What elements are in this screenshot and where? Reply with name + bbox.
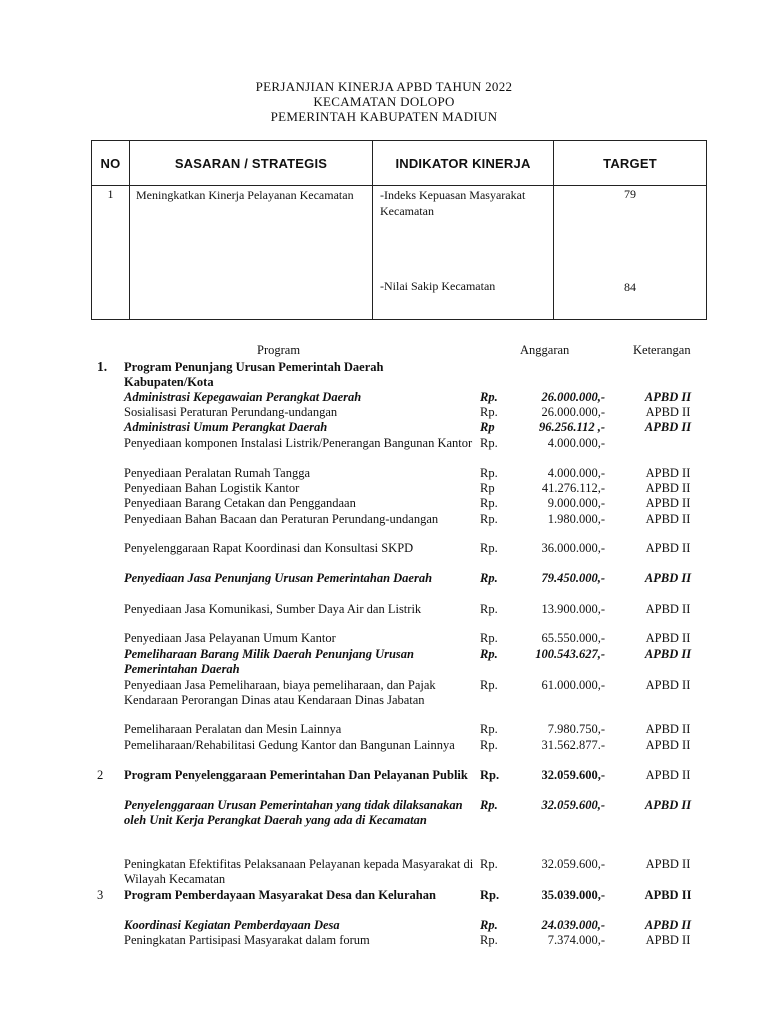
cell-no: 1 (92, 186, 130, 320)
budget-amount: 32.059.600,- (541, 768, 605, 782)
funding-source: APBD II (645, 541, 691, 555)
currency-prefix: Rp. (480, 405, 498, 419)
funding-source: APBD II (645, 631, 691, 645)
currency-prefix: Rp. (480, 738, 498, 752)
program-label: Pemeliharaan Peralatan dan Mesin Lainnya (124, 722, 342, 736)
budget-amount: 4.000.000,- (547, 436, 605, 450)
budget-amount: 1.980.000,- (547, 512, 605, 526)
funding-source: APBD II (645, 722, 691, 736)
currency-prefix: Rp. (480, 647, 498, 661)
program-label: Penyediaan Jasa Pelayanan Umum Kantor (124, 631, 336, 645)
program-label: Koordinasi Kegiatan Pemberdayaan Desa (124, 918, 340, 932)
currency-prefix: Rp. (480, 918, 498, 932)
cell-indikator (373, 186, 554, 320)
budget-amount: 41.276.112,- (541, 481, 605, 495)
funding-source: APBD II (644, 571, 692, 585)
funding-source: APBD II (645, 678, 691, 692)
program-label: Administrasi Umum Perangkat Daerah (124, 420, 328, 434)
budget-amount: 7.374.000,- (547, 933, 605, 947)
budget-amount: 31.562.877.- (541, 738, 605, 752)
col-header-keterangan: Keterangan (633, 343, 691, 357)
program-label: Peningkatan Efektifitas Pelaksanaan Pelayanan kepada Masyarakat di Wilayah Kecamatan (124, 857, 474, 886)
doc-subtitle-pemerintah: PEMERINTAH KABUPATEN MADIUN (270, 109, 498, 124)
target-2: 84 (624, 280, 636, 294)
funding-source: APBD II (645, 768, 691, 782)
funding-source: APBD II (645, 481, 691, 495)
currency-prefix: Rp. (480, 602, 498, 616)
currency-prefix: Rp. (480, 571, 498, 585)
table-row (92, 186, 707, 320)
currency-prefix: Rp (480, 420, 495, 434)
cell-target (554, 186, 707, 320)
funding-source: APBD II (644, 888, 692, 902)
currency-prefix: Rp. (480, 436, 498, 450)
doc-subtitle-kecamatan: KECAMATAN DOLOPO (313, 94, 455, 109)
program-label: Penyediaan Jasa Pemeliharaan, biaya pemeliharaan, dan Pajak Kendaraan Perorangan Dinas atau Kendaraan Dinas Jabatan (124, 678, 436, 707)
budget-amount: 9.000.000,- (547, 496, 605, 510)
currency-prefix: Rp. (480, 768, 500, 782)
currency-prefix: Rp. (480, 466, 498, 480)
funding-source: APBD II (645, 738, 691, 752)
cell-sasaran: Meningkatkan Kinerja Pelayanan Kecamatan (130, 186, 373, 320)
currency-prefix: Rp (480, 481, 495, 495)
budget-amount: 36.000.000,- (541, 541, 605, 555)
budget-amount: 7.980.750,- (547, 722, 605, 736)
program-label: Penyediaan Bahan Logistik Kantor (124, 481, 300, 495)
budget-amount: 61.000.000,- (541, 678, 605, 692)
budget-amount: 100.543.627,- (535, 647, 605, 661)
funding-source: APBD II (644, 420, 692, 434)
budget-amount: 79.450.000,- (541, 571, 605, 585)
col-header-program: Program (257, 343, 301, 357)
funding-source: APBD II (645, 405, 691, 419)
budget-amount: 32.059.600,- (541, 857, 605, 871)
funding-source: APBD II (645, 933, 691, 947)
funding-source: APBD II (644, 647, 692, 661)
currency-prefix: Rp. (480, 857, 498, 871)
currency-prefix: Rp. (480, 888, 500, 902)
currency-prefix: Rp. (480, 631, 498, 645)
funding-source: APBD II (645, 602, 691, 616)
budget-amount: 96.256.112 ,- (539, 420, 605, 434)
currency-prefix: Rp. (480, 496, 498, 510)
header-sasaran: SASARAN / STRATEGIS (130, 141, 373, 186)
program-label: Penyelenggaraan Urusan Pemerintahan yang tidak dilaksanakan oleh Unit Kerja Perangkat Daerah yang ada di Kecamatan (124, 798, 463, 827)
program-label: Pemeliharaan Barang Milik Daerah Penunjang Urusan Pemerintahan Daerah (124, 647, 414, 676)
funding-source: APBD II (645, 496, 691, 510)
funding-source: APBD II (644, 390, 692, 404)
program-label: Penyediaan Jasa Komunikasi, Sumber Daya Air dan Listrik (124, 602, 422, 616)
budget-amount: 26.000.000,- (541, 405, 605, 419)
budget-amount: 65.550.000,- (541, 631, 605, 645)
program-label: Penyediaan Peralatan Rumah Tangga (124, 466, 310, 480)
program-label: Program Penunjang Urusan Pemerintah Daerah Kabupaten/Kota (124, 360, 384, 389)
indikator-1: -Indeks Kepuasan Masyarakat Kecamatan (380, 188, 526, 218)
header-indikator: INDIKATOR KINERJA (373, 141, 554, 186)
funding-source: APBD II (644, 798, 692, 812)
currency-prefix: Rp. (480, 933, 498, 947)
currency-prefix: Rp. (480, 722, 498, 736)
budget-amount: 35.039.000,- (541, 888, 605, 902)
budget-amount: 26.000.000,- (541, 390, 605, 404)
funding-source: APBD II (645, 512, 691, 526)
currency-prefix: Rp. (480, 678, 498, 692)
program-label: Pemeliharaan/Rehabilitasi Gedung Kantor dan Bangunan Lainnya (124, 738, 455, 752)
doc-title: PERJANJIAN KINERJA APBD TAHUN 2022 (255, 79, 513, 94)
funding-source: APBD II (645, 857, 691, 871)
header-target: TARGET (554, 141, 707, 186)
program-label: Penyediaan Bahan Bacaan dan Peraturan Perundang-undangan (124, 512, 439, 526)
program-label: Administrasi Kepegawaian Perangkat Daerah (124, 390, 362, 404)
kinerja-table (91, 140, 707, 320)
funding-source: APBD II (645, 466, 691, 480)
program-label: Program Penyelenggaraan Pemerintahan Dan Pelayanan Publik (124, 768, 468, 782)
target-1: 79 (624, 187, 636, 201)
budget-amount: 4.000.000,- (547, 466, 605, 480)
program-label: Penyediaan Jasa Penunjang Urusan Pemerintahan Daerah (124, 571, 433, 585)
table-header-row (92, 141, 707, 186)
program-number: 3 (97, 888, 104, 902)
currency-prefix: Rp. (480, 390, 498, 404)
indikator-2: -Nilai Sakip Kecamatan (380, 279, 496, 293)
program-label: Penyelenggaraan Rapat Koordinasi dan Konsultasi SKPD (124, 541, 414, 555)
currency-prefix: Rp. (480, 512, 498, 526)
program-label: Peningkatan Partisipasi Masyarakat dalam forum (124, 933, 370, 947)
program-label: Penyediaan komponen Instalasi Listrik/Penerangan Bangunan Kantor (124, 436, 473, 450)
budget-amount: 13.900.000,- (541, 602, 605, 616)
budget-amount: 32.059.600,- (541, 798, 605, 812)
header-no: NO (92, 141, 130, 186)
budget-amount: 24.039.000,- (541, 918, 605, 932)
program-number: 2 (97, 768, 104, 782)
program-label: Penyediaan Barang Cetakan dan Penggandaan (124, 496, 356, 510)
program-label: Program Pemberdayaan Masyarakat Desa dan Kelurahan (124, 888, 436, 902)
funding-source: APBD II (644, 918, 692, 932)
col-header-anggaran: Anggaran (520, 343, 570, 357)
currency-prefix: Rp. (480, 798, 498, 812)
currency-prefix: Rp. (480, 541, 498, 555)
program-number: 1. (97, 359, 108, 374)
program-label: Sosialisasi Peraturan Perundang-undangan (124, 405, 338, 419)
